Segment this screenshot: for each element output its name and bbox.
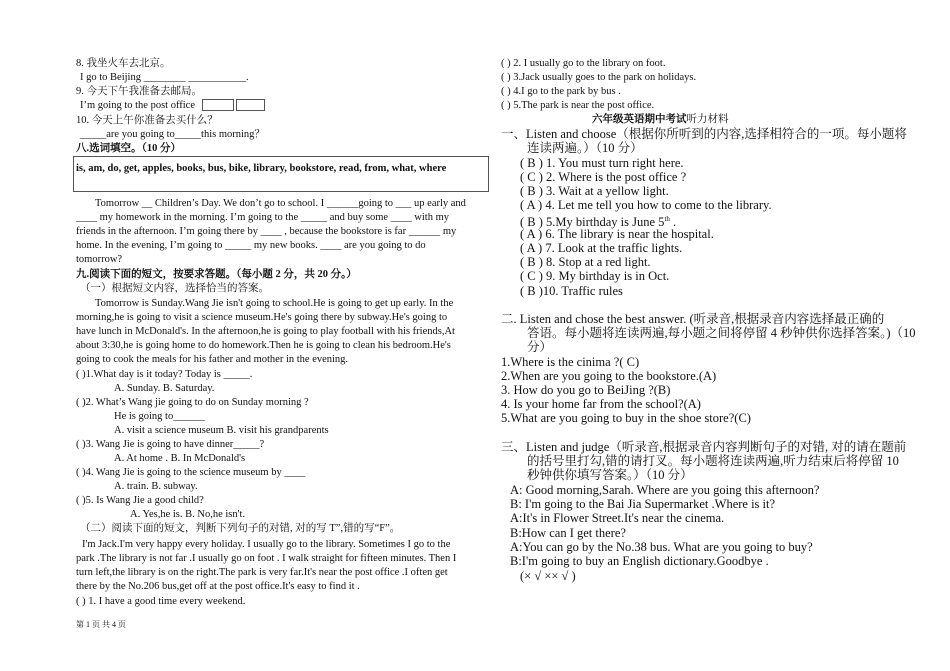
q8-english: I go to Beijing ________ ___________. [80, 72, 249, 83]
s3-title-line-1: 三、Listen and judge（听录音,根据录音内容判断句子的对错, 对的请在题前 [501, 440, 907, 454]
listening-title [592, 113, 729, 126]
s1-item-5-sup: th [664, 215, 670, 223]
s1-title-line-2: 连读两遍。）（10 分） [527, 141, 643, 155]
s1-item-8: ( B ) 8. Stop at a red light. [520, 255, 651, 269]
listening-title-bold: 六年级英语期中考试 [592, 114, 687, 125]
tf-question-4: ( ) 4.I go to the park by bus . [501, 86, 621, 97]
section8-title: 八.选词填空。（10 分） [76, 143, 181, 154]
dialog-line-1: A: Good morning,Sarah. Where are you going this afternoon? [510, 483, 820, 497]
mc-options-3: A. At home . B. In McDonald's [114, 453, 246, 464]
s2-title-line-1: 二. Listen and chose the best answer. (听录音,根据录音内容选择最正确的 [501, 312, 885, 326]
passage-line-4: home. In the evening, I’m going to _____ my new books. ____ are you going to do [76, 240, 426, 251]
s1-item-3: ( B ) 3. Wait at a yellow light. [520, 184, 669, 198]
dialog-line-3: A:It's in Flower Street.It's near the cinema. [510, 511, 725, 525]
reading1-line-5: going to cook the meals for his father and mother in the evening. [76, 354, 349, 365]
s2-item-5: 5.What are you going to buy in the shoe store?(C) [501, 411, 751, 425]
mc-options-4: A. train. B. subway. [114, 481, 198, 492]
mc-options-5: A. Yes,he is. B. No,he isn't. [130, 509, 246, 520]
s1-item-2: ( C ) 2. Where is the post office ? [520, 170, 687, 184]
s1-item-5-text: ( B ) 5.My birthday is June 5 [520, 215, 665, 230]
tf-question-5: ( ) 5.The park is near the post office. [501, 100, 655, 111]
s1-item-4: ( A ) 4. Let me tell you how to come to the library. [520, 198, 772, 212]
s2-item-2: 2.When are you going to the bookstore.(A) [501, 369, 717, 383]
mc-question-2: ( )2. What’s Wang jie going to do on Sunday morning ? [76, 397, 309, 408]
s2-title-line-2: 答语。每小题将连读两遍,每小题之间将停留 4 秒钟供你选择答案。)（10 [527, 326, 916, 340]
s3-answer-key: (× √ ×× √ ) [520, 569, 576, 583]
s1-title-line-1: 一、Listen and choose（根据你所听到的内容,选择相符合的一项。每小题将 [501, 127, 907, 141]
s1-item-9: ( C ) 9. My birthday is in Oct. [520, 269, 670, 283]
section9-title: 九.阅读下面的短文，按要求答题。（每小题 2 分，共 20 分。） [76, 269, 357, 280]
passage-line-3: friends in the afternoon. I’m going there by ____ , because the bookstore is far ______ my [76, 226, 457, 237]
reading1-line-2: morning,he is going to visit a science museum.He's going there by subway.He's going to [76, 312, 448, 323]
mc-question-1: ( )1.What day is it today? Today is _____. [76, 369, 253, 380]
mc-question-3: ( )3. Wang Jie is going to have dinner_____? [76, 439, 265, 450]
s3-title-line-3: 秒钟供你填写答案。）（10 分） [527, 468, 693, 482]
q9-chinese: 9. 今天下午我准备去邮局。 [76, 86, 202, 97]
tf-question-3: ( ) 3.Jack usually goes to the park on holidays. [501, 72, 697, 83]
s1-item-1: ( B ) 1. You must turn right here. [520, 156, 684, 170]
mc-options-2: A. visit a science museum B. visit his grandparents [114, 425, 329, 436]
subsection1-title: （一）根据短文内容，选择恰当的答案。 [80, 283, 269, 294]
mc-question-4: ( )4. Wang Jie is going to the science museum by ____ [76, 467, 306, 478]
subsection2-title: （二）阅读下面的短文，判断下列句子的对错, 对的写 T”,错的写“F”。 [80, 523, 401, 534]
s2-item-3: 3. How do you go to BeiJing ?(B) [501, 383, 671, 397]
dialog-line-6: B:I'm going to buy an English dictionary.Goodbye . [510, 554, 769, 568]
reading1-line-3: have lunch in McDonald's. In the afternoon,he is going to play football with his friends,At [76, 326, 455, 337]
mc-options-1: A. Sunday. B. Saturday. [114, 383, 215, 394]
q9-blank-box-2 [236, 99, 265, 111]
page-footer: 第 1 页 共 4 页 [76, 620, 126, 629]
reading2-line-4: there by the No.206 bus,get off at the post office.It's easy to find it . [76, 581, 360, 592]
listening-title-rest: 听力材料 [686, 114, 729, 125]
s1-item-5: ( B ) 5.My birthday is June 5th . [520, 215, 677, 230]
s2-title-line-3: 分） [527, 340, 553, 354]
passage-line-1: Tomorrow __ Children’s Day. We don’t go to school. I ______going to ___ up early and [95, 198, 466, 209]
reading2-line-3: turn left,the library is on the right.The park is very far.It's near the post office .I often get [76, 567, 448, 578]
q10-english: _____are you going to_____this morning？ [80, 129, 265, 140]
s2-item-1: 1.Where is the cinima ?( C) [501, 355, 640, 369]
q9-blank-box-1 [202, 99, 234, 111]
tf-question-1: ( ) 1. I have a good time every weekend. [76, 596, 246, 607]
q8-chinese: 8. 我坐火车去北京。 [76, 58, 171, 69]
reading2-line-1: I'm Jack.I'm very happy every holiday. I usually go to the library. Sometimes I go to the [82, 539, 451, 550]
s3-title-line-2: 的括号里打勾,错的请打叉。每小题将连读两遍,听力结束后将停留 10 [527, 454, 899, 468]
s1-item-7: ( A ) 7. Look at the traffic lights. [520, 241, 683, 255]
reading1-line-1: Tomorrow is Sunday.Wang Jie isn't going to school.He is going to get up early. In the [95, 298, 454, 309]
word-bank: is, am, do, get, apples, books, bus, bike, library, bookstore, read, from, what, where [76, 163, 447, 174]
s2-item-4: 4. Is your home far from the school?(A) [501, 397, 701, 411]
dialog-line-4: B:How can I get there? [510, 526, 626, 540]
passage-line-2: ____ my homework in the morning. I’m going to the _____ and buy some ____ with my [76, 212, 450, 223]
mc-stem-2: He is going to______ [114, 411, 205, 422]
s1-item-10: ( B )10. Traffic rules [520, 284, 623, 298]
q9-english: I’m going to the post office [80, 100, 195, 111]
q10-chinese: 10. 今天上午你准备去买什么？ [76, 115, 218, 126]
mc-question-5: ( )5. Is Wang Jie a good child? [76, 495, 204, 506]
tf-question-2: ( ) 2. I usually go to the library on foot. [501, 58, 666, 69]
reading2-line-2: park .The library is not far .I usually go on foot . I walk straight for fifteen minutes. Then I [76, 553, 457, 564]
reading1-line-4: about 3:30,he is going home to do homework.Then he is going to clean his bedroom.He's [76, 340, 451, 351]
dialog-line-2: B: I'm going to the Bai Jia Supermarket .Where is it? [510, 497, 776, 511]
passage-line-5: tomorrow? [76, 254, 123, 265]
s1-item-6: ( A ) 6. The library is near the hospital. [520, 227, 714, 241]
dialog-line-5: A:You can go by the No.38 bus. What are you going to buy? [510, 540, 813, 554]
